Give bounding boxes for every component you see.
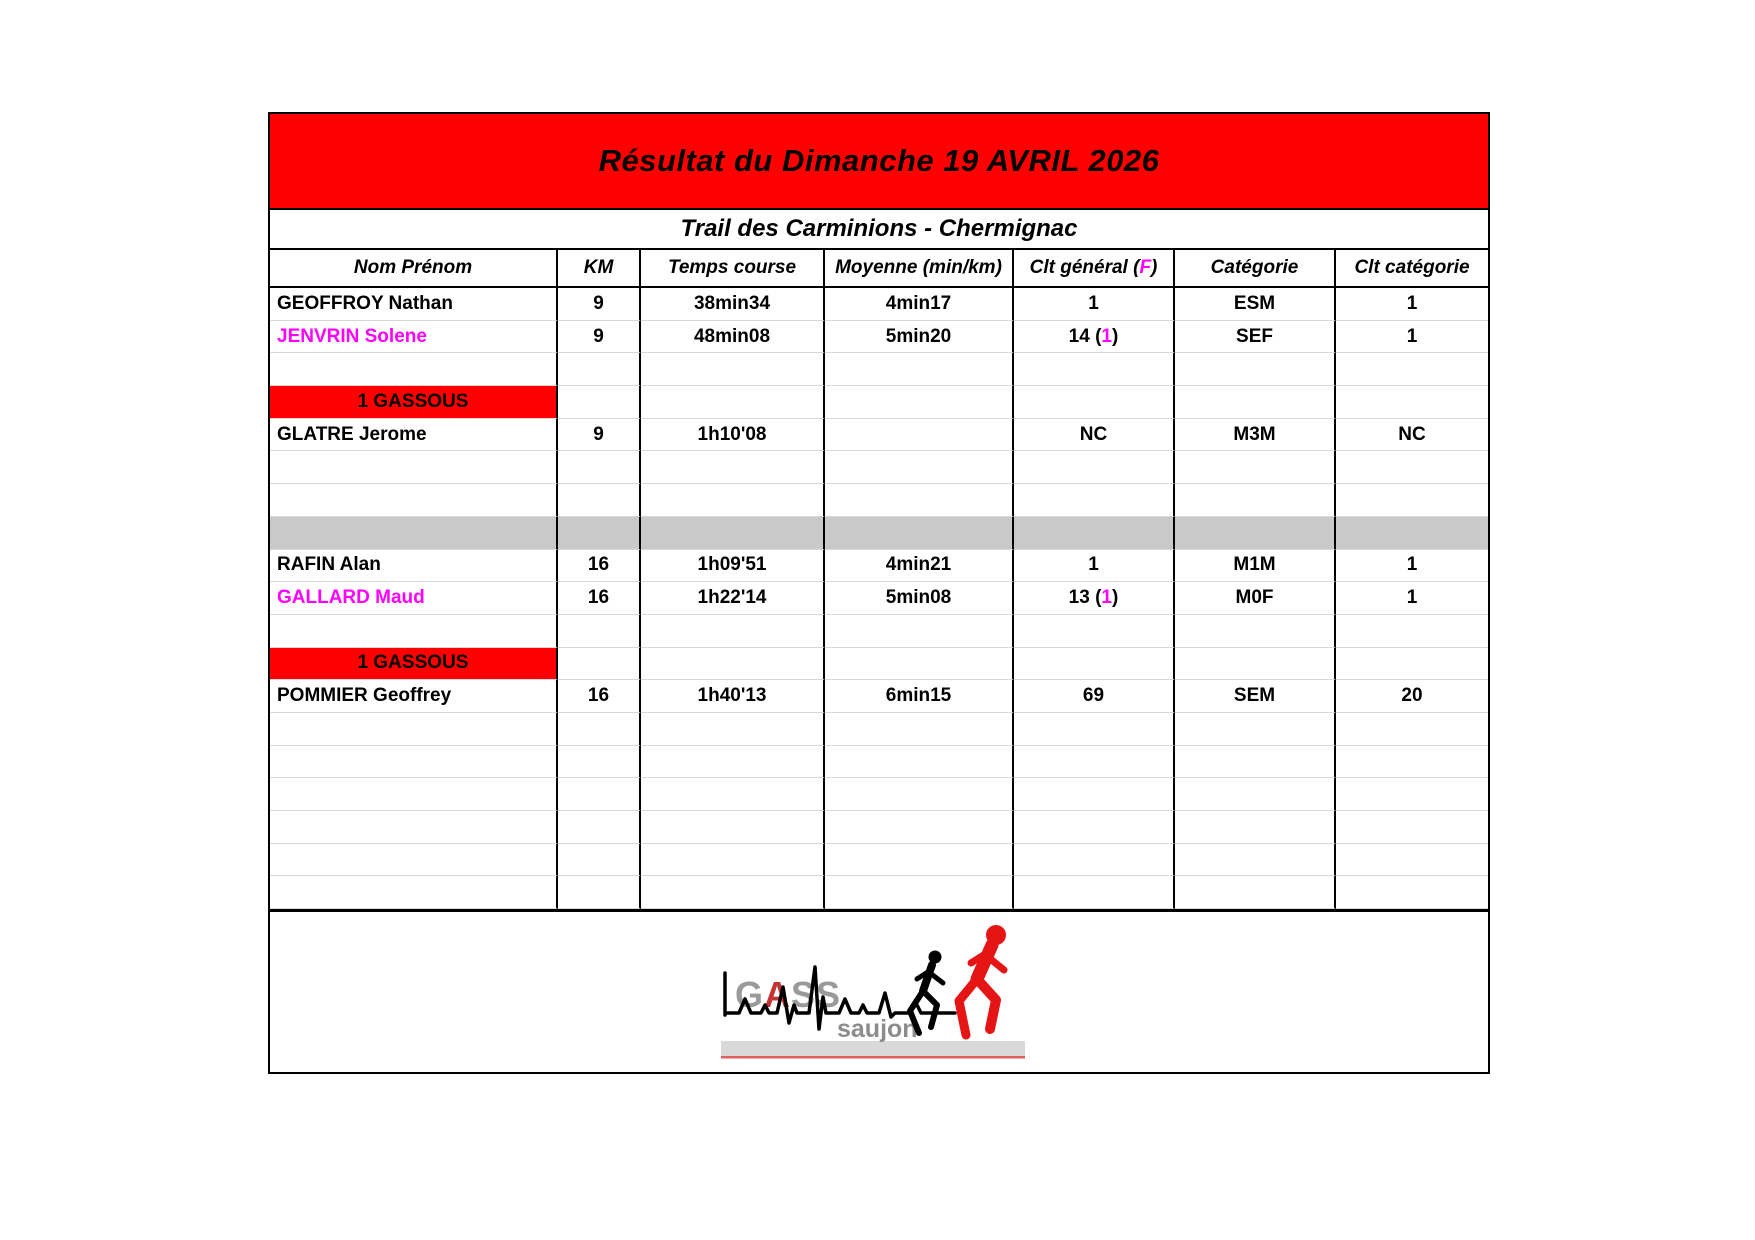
- table-cell: 1h40'13: [641, 680, 825, 713]
- empty-cell: [825, 484, 1014, 517]
- empty-cell: [270, 713, 558, 746]
- table-cell: GLATRE Jerome: [270, 419, 558, 452]
- empty-cell: [558, 484, 641, 517]
- header-cell: Nom Prénom: [270, 250, 558, 288]
- empty-cell: [270, 811, 558, 844]
- empty-cell: [270, 746, 558, 779]
- table-cell: RAFIN Alan: [270, 550, 558, 583]
- table-cell: M0F: [1175, 582, 1336, 615]
- empty-cell: [641, 615, 825, 648]
- logo-saujon-text: saujon: [837, 1015, 918, 1044]
- empty-cell: [1014, 353, 1175, 386]
- table-cell: 4min21: [825, 550, 1014, 583]
- table-cell: M3M: [1175, 419, 1336, 452]
- empty-cell: [825, 648, 1014, 681]
- race-name: Trail des Carminions - Chermignac: [680, 215, 1078, 242]
- empty-cell: [641, 778, 825, 811]
- empty-cell: [270, 844, 558, 877]
- empty-cell: [641, 876, 825, 909]
- empty-cell: [1175, 811, 1336, 844]
- empty-cell: [1014, 844, 1175, 877]
- empty-cell: [641, 451, 825, 484]
- table-cell: 5min20: [825, 321, 1014, 354]
- empty-cell: [270, 451, 558, 484]
- empty-cell: [1336, 746, 1488, 779]
- empty-cell: [1175, 844, 1336, 877]
- separator-cell: [1175, 517, 1336, 550]
- table-cell: 14 ( 1 ): [1014, 321, 1175, 354]
- empty-cell: [1014, 386, 1175, 419]
- table-cell: 1: [1014, 550, 1175, 583]
- empty-cell: [558, 713, 641, 746]
- table-cell: 1h10'08: [641, 419, 825, 452]
- empty-cell: [558, 811, 641, 844]
- logo-underline-red: [721, 1056, 1025, 1059]
- empty-cell: [1014, 876, 1175, 909]
- table-cell: NC: [1014, 419, 1175, 452]
- empty-cell: [270, 876, 558, 909]
- table-cell: POMMIER Geoffrey: [270, 680, 558, 713]
- results-grid: [270, 250, 1488, 909]
- red-runner-icon: [959, 925, 1006, 1035]
- empty-cell: [825, 778, 1014, 811]
- logo-underline-bar: [721, 1041, 1025, 1058]
- empty-cell: [1014, 648, 1175, 681]
- separator-cell: [558, 517, 641, 550]
- title-banner: [270, 114, 1488, 210]
- empty-cell: [1175, 615, 1336, 648]
- empty-cell: [1014, 811, 1175, 844]
- table-cell: 1: [1336, 321, 1488, 354]
- empty-cell: [825, 386, 1014, 419]
- empty-cell: [1336, 615, 1488, 648]
- empty-cell: [1014, 713, 1175, 746]
- header-cell: Temps course: [641, 250, 825, 288]
- empty-cell: [1175, 484, 1336, 517]
- separator-cell: [641, 517, 825, 550]
- empty-cell: [641, 713, 825, 746]
- empty-cell: [1175, 876, 1336, 909]
- event-date-title: Résultat du Dimanche 19 AVRIL 2026: [598, 143, 1160, 178]
- empty-cell: [270, 353, 558, 386]
- empty-cell: [1336, 844, 1488, 877]
- table-cell: [825, 419, 1014, 452]
- table-cell: 1: [1336, 550, 1488, 583]
- empty-cell: [641, 844, 825, 877]
- table-cell: 9: [558, 321, 641, 354]
- table-cell: GEOFFROY Nathan: [270, 288, 558, 321]
- empty-cell: [1014, 778, 1175, 811]
- table-cell: 1: [1336, 288, 1488, 321]
- header-cell: Clt général ( F ): [1014, 250, 1175, 288]
- empty-cell: [1014, 746, 1175, 779]
- table-cell: 9: [558, 288, 641, 321]
- table-cell: 38min34: [641, 288, 825, 321]
- empty-cell: [641, 353, 825, 386]
- gass-saujon-logo: [719, 917, 1039, 1067]
- table-cell: 1: [1014, 288, 1175, 321]
- empty-cell: [558, 615, 641, 648]
- empty-cell: [825, 451, 1014, 484]
- separator-cell: [825, 517, 1014, 550]
- empty-cell: [1175, 451, 1336, 484]
- results-sheet: [268, 112, 1490, 1074]
- table-cell: 1: [1336, 582, 1488, 615]
- empty-cell: [825, 353, 1014, 386]
- empty-cell: [1336, 811, 1488, 844]
- table-cell: 48min08: [641, 321, 825, 354]
- header-cell: Catégorie: [1175, 250, 1336, 288]
- empty-cell: [825, 615, 1014, 648]
- empty-cell: [1175, 386, 1336, 419]
- header-cell: Clt catégorie: [1336, 250, 1488, 288]
- empty-cell: [558, 876, 641, 909]
- table-cell: 20: [1336, 680, 1488, 713]
- empty-cell: [1014, 451, 1175, 484]
- empty-cell: [558, 778, 641, 811]
- separator-cell: [1014, 517, 1175, 550]
- table-cell: 16: [558, 680, 641, 713]
- subtitle-row: [270, 210, 1488, 250]
- empty-cell: [558, 386, 641, 419]
- empty-cell: [1175, 713, 1336, 746]
- separator-cell: [1336, 517, 1488, 550]
- empty-cell: [1014, 484, 1175, 517]
- empty-cell: [270, 484, 558, 517]
- table-cell: 9: [558, 419, 641, 452]
- empty-cell: [641, 386, 825, 419]
- table-cell: 5min08: [825, 582, 1014, 615]
- table-cell: SEM: [1175, 680, 1336, 713]
- empty-cell: [1336, 876, 1488, 909]
- table-cell: JENVRIN Solene: [270, 321, 558, 354]
- logo-gass-text: GASS: [735, 974, 842, 1016]
- empty-cell: [641, 811, 825, 844]
- empty-cell: [1336, 386, 1488, 419]
- table-cell: ESM: [1175, 288, 1336, 321]
- empty-cell: [1336, 353, 1488, 386]
- gassous-banner: 1 GASSOUS: [270, 648, 558, 681]
- header-cell: KM: [558, 250, 641, 288]
- table-cell: 16: [558, 550, 641, 583]
- header-cell: Moyenne (min/km): [825, 250, 1014, 288]
- empty-cell: [558, 648, 641, 681]
- table-cell: SEF: [1175, 321, 1336, 354]
- black-runner-icon: [910, 951, 943, 1034]
- empty-cell: [558, 353, 641, 386]
- table-cell: NC: [1336, 419, 1488, 452]
- empty-cell: [641, 484, 825, 517]
- gassous-banner: 1 GASSOUS: [270, 386, 558, 419]
- empty-cell: [1336, 648, 1488, 681]
- empty-cell: [1336, 713, 1488, 746]
- empty-cell: [1336, 484, 1488, 517]
- empty-cell: [641, 746, 825, 779]
- empty-cell: [1175, 778, 1336, 811]
- table-cell: 13 ( 1 ): [1014, 582, 1175, 615]
- empty-cell: [1175, 353, 1336, 386]
- empty-cell: [825, 713, 1014, 746]
- empty-cell: [1175, 746, 1336, 779]
- table-cell: 1h09'51: [641, 550, 825, 583]
- table-cell: 6min15: [825, 680, 1014, 713]
- table-cell: 4min17: [825, 288, 1014, 321]
- empty-cell: [1336, 451, 1488, 484]
- empty-cell: [558, 746, 641, 779]
- table-cell: GALLARD Maud: [270, 582, 558, 615]
- table-cell: 16: [558, 582, 641, 615]
- empty-cell: [641, 648, 825, 681]
- empty-cell: [825, 811, 1014, 844]
- empty-cell: [558, 451, 641, 484]
- table-cell: 69: [1014, 680, 1175, 713]
- empty-cell: [825, 876, 1014, 909]
- empty-cell: [1175, 648, 1336, 681]
- empty-cell: [270, 615, 558, 648]
- empty-cell: [825, 844, 1014, 877]
- empty-cell: [1014, 615, 1175, 648]
- empty-cell: [825, 746, 1014, 779]
- logo-section: [270, 909, 1488, 1072]
- empty-cell: [558, 844, 641, 877]
- empty-cell: [270, 778, 558, 811]
- empty-cell: [1336, 778, 1488, 811]
- table-cell: M1M: [1175, 550, 1336, 583]
- separator-cell: [270, 517, 558, 550]
- table-cell: 1h22'14: [641, 582, 825, 615]
